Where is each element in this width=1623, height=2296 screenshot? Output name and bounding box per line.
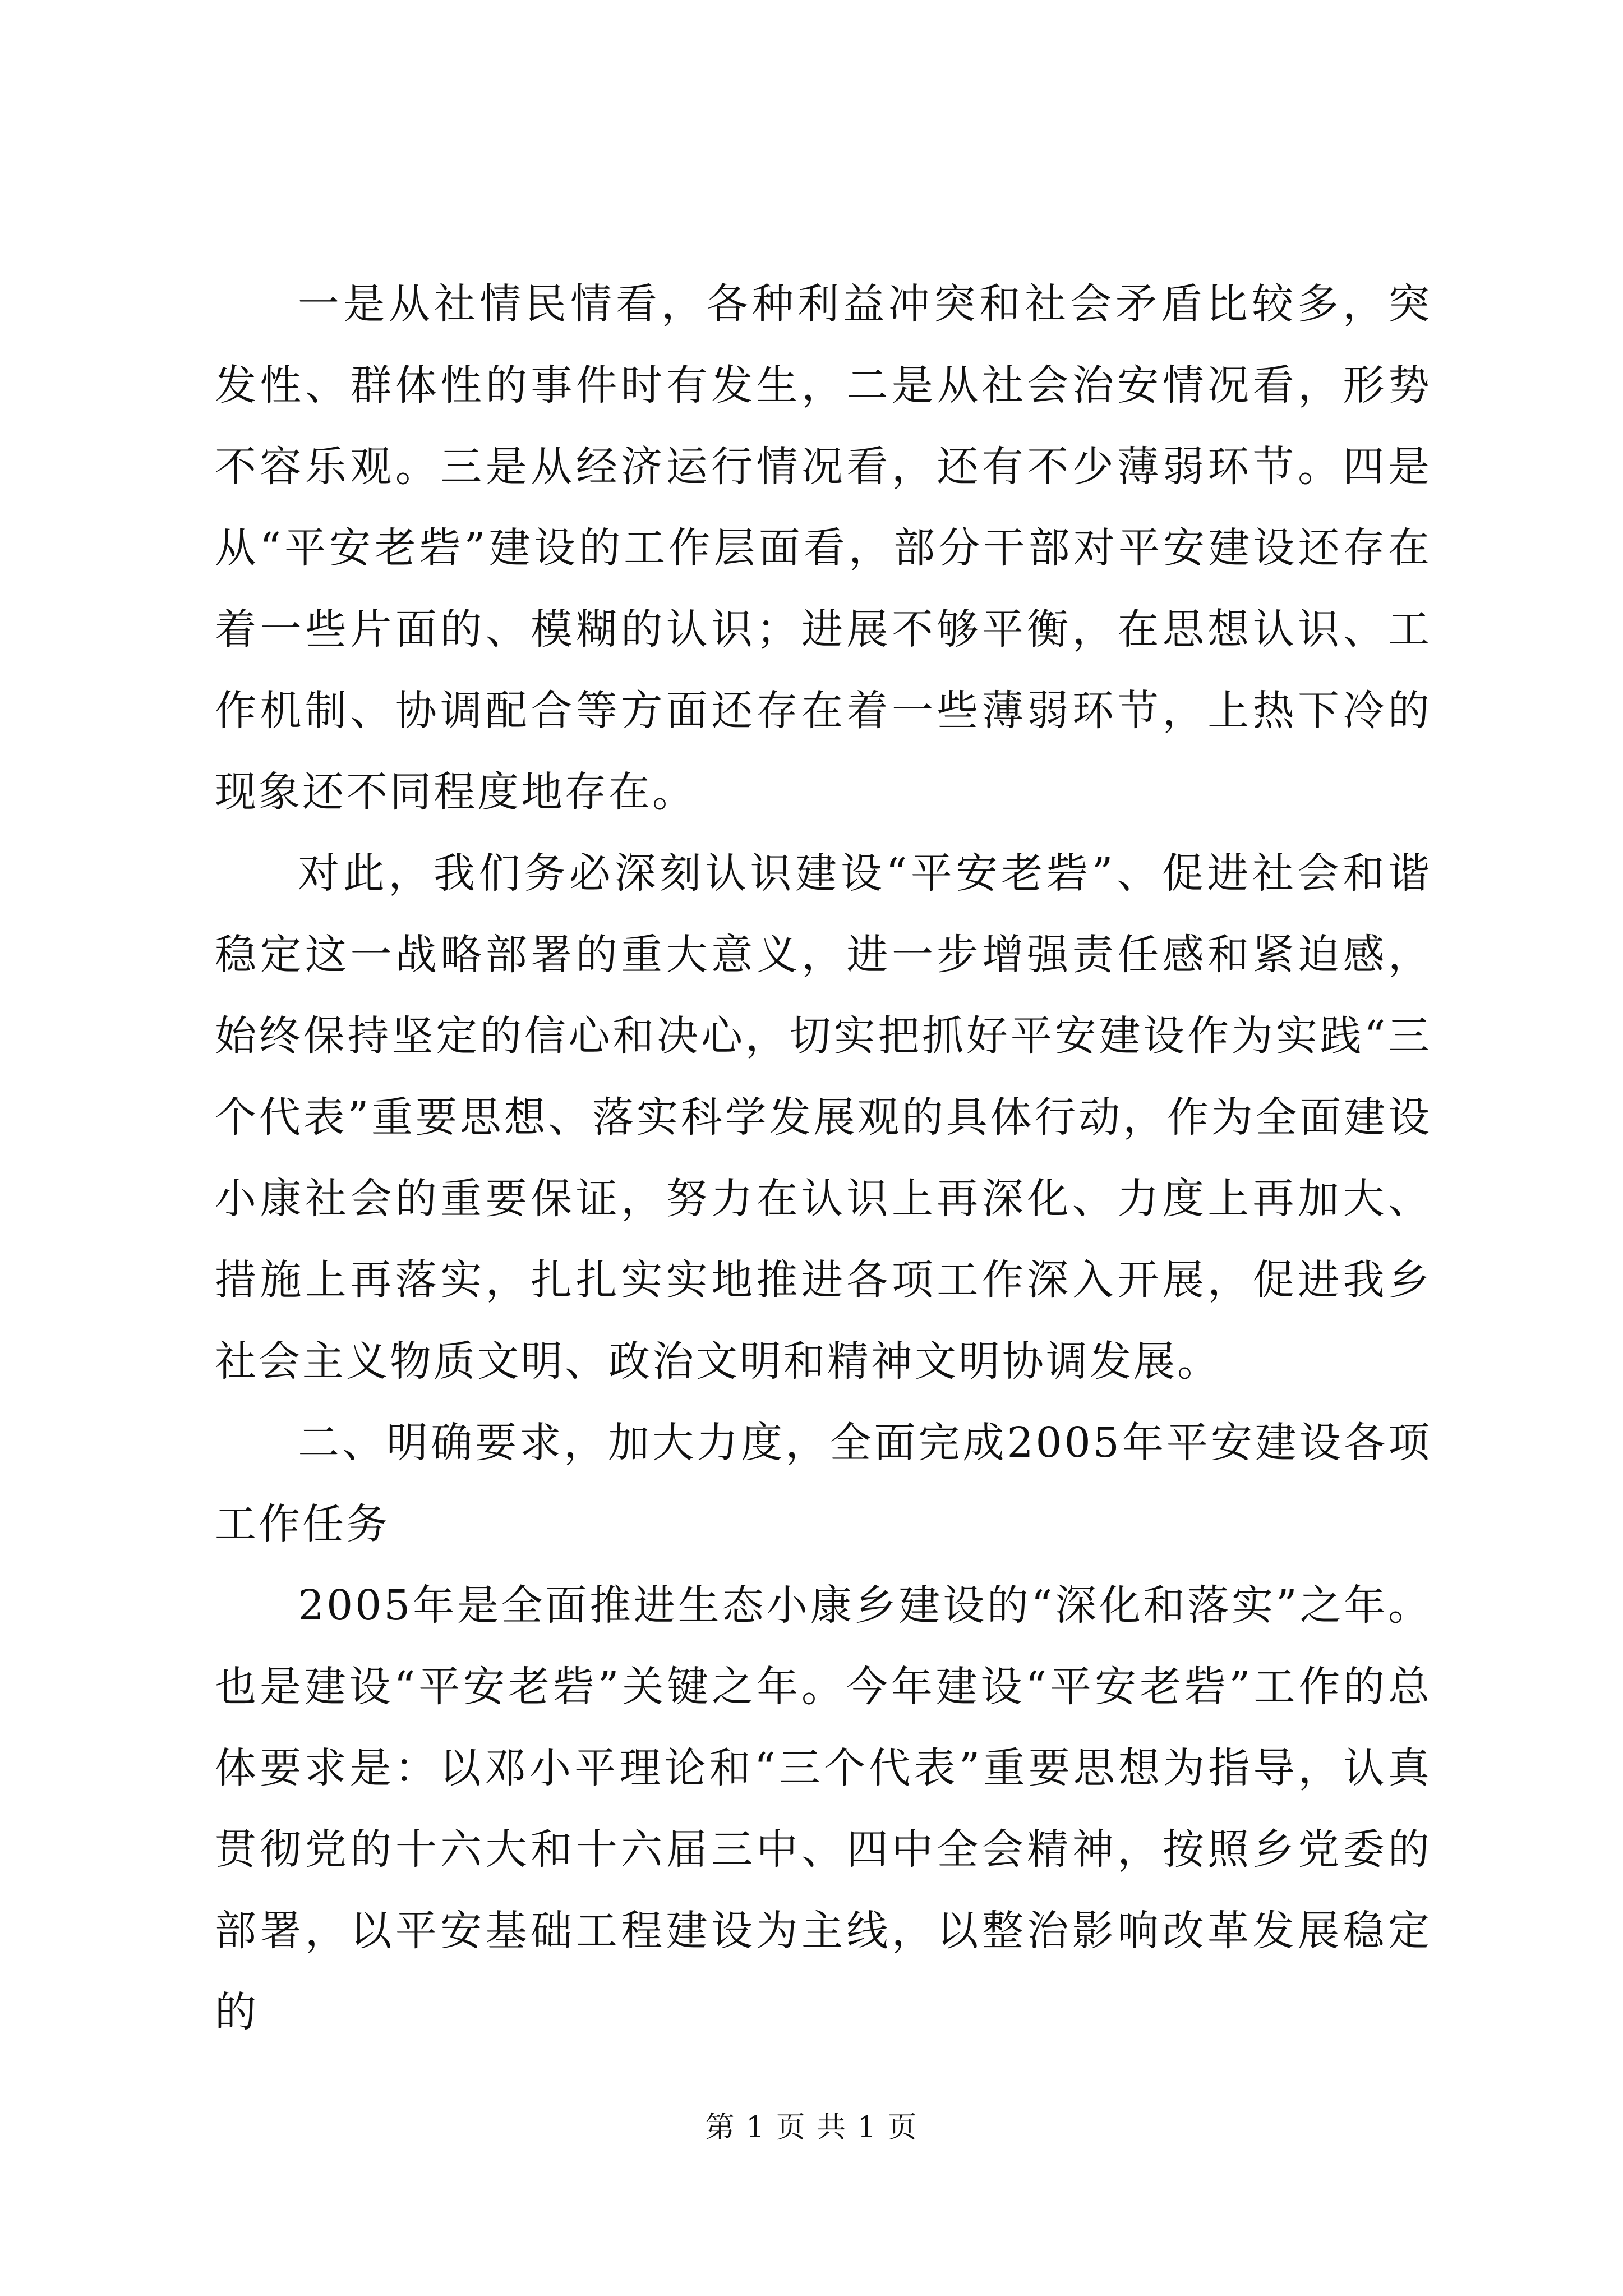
paragraph-1: 一是从社情民情看，各种利益冲突和社会矛盾比较多，突发性、群体性的事件时有发生，二是从社会治安情况看，形势不容乐观。三是从经济运行情况看，还有不少薄弱环节。四是从“平安老砦”建设的工作层面看，部分干部对平安建设还存在着一些片面的、模糊的认识；进展不够平衡，在思想认识、工作机制、协调配合等方面还存在着一些薄弱环节，上热下冷的现象还不同程度地存在。 — [215, 280, 1432, 816]
paragraph-3: 2005年是全面推进生态小康乡建设的“深化和落实”之年。也是建设“平安老砦”关键之年。今年建设“平安老砦”工作的总体要求是：以邓小平理论和“三个代表”重要思想为指导，认真贯彻党的十六大和十六届三中、四中全会精神，按照乡党委的部署，以平安基础工程建设为主线，以整治影响改革发展稳定的 — [215, 1581, 1432, 2036]
page-footer: 第 1 页 共 1 页 — [705, 2111, 918, 2145]
paragraph-2: 对此，我们务必深刻认识建设“平安老砦”、促进社会和谐稳定这一战略部署的重大意义，进一步增强责任感和紧迫感，始终保持坚定的信心和决心，切实把抓好平安建设作为实践“三个代表”重要思想、落实科学发展观的具体行动，作为全面建设小康社会的重要保证，努力在认识上再深化、力度上再加大、措施上再落实，扎扎实实地推进各项工作深入开展，促进我乡社会主义物质文明、政治文明和精神文明协调发展。 — [215, 849, 1432, 1386]
document-body — [215, 264, 1432, 2053]
section-heading-2: 二、明确要求，加大力度，全面完成2005年平安建设各项工作任务 — [215, 1419, 1432, 1548]
